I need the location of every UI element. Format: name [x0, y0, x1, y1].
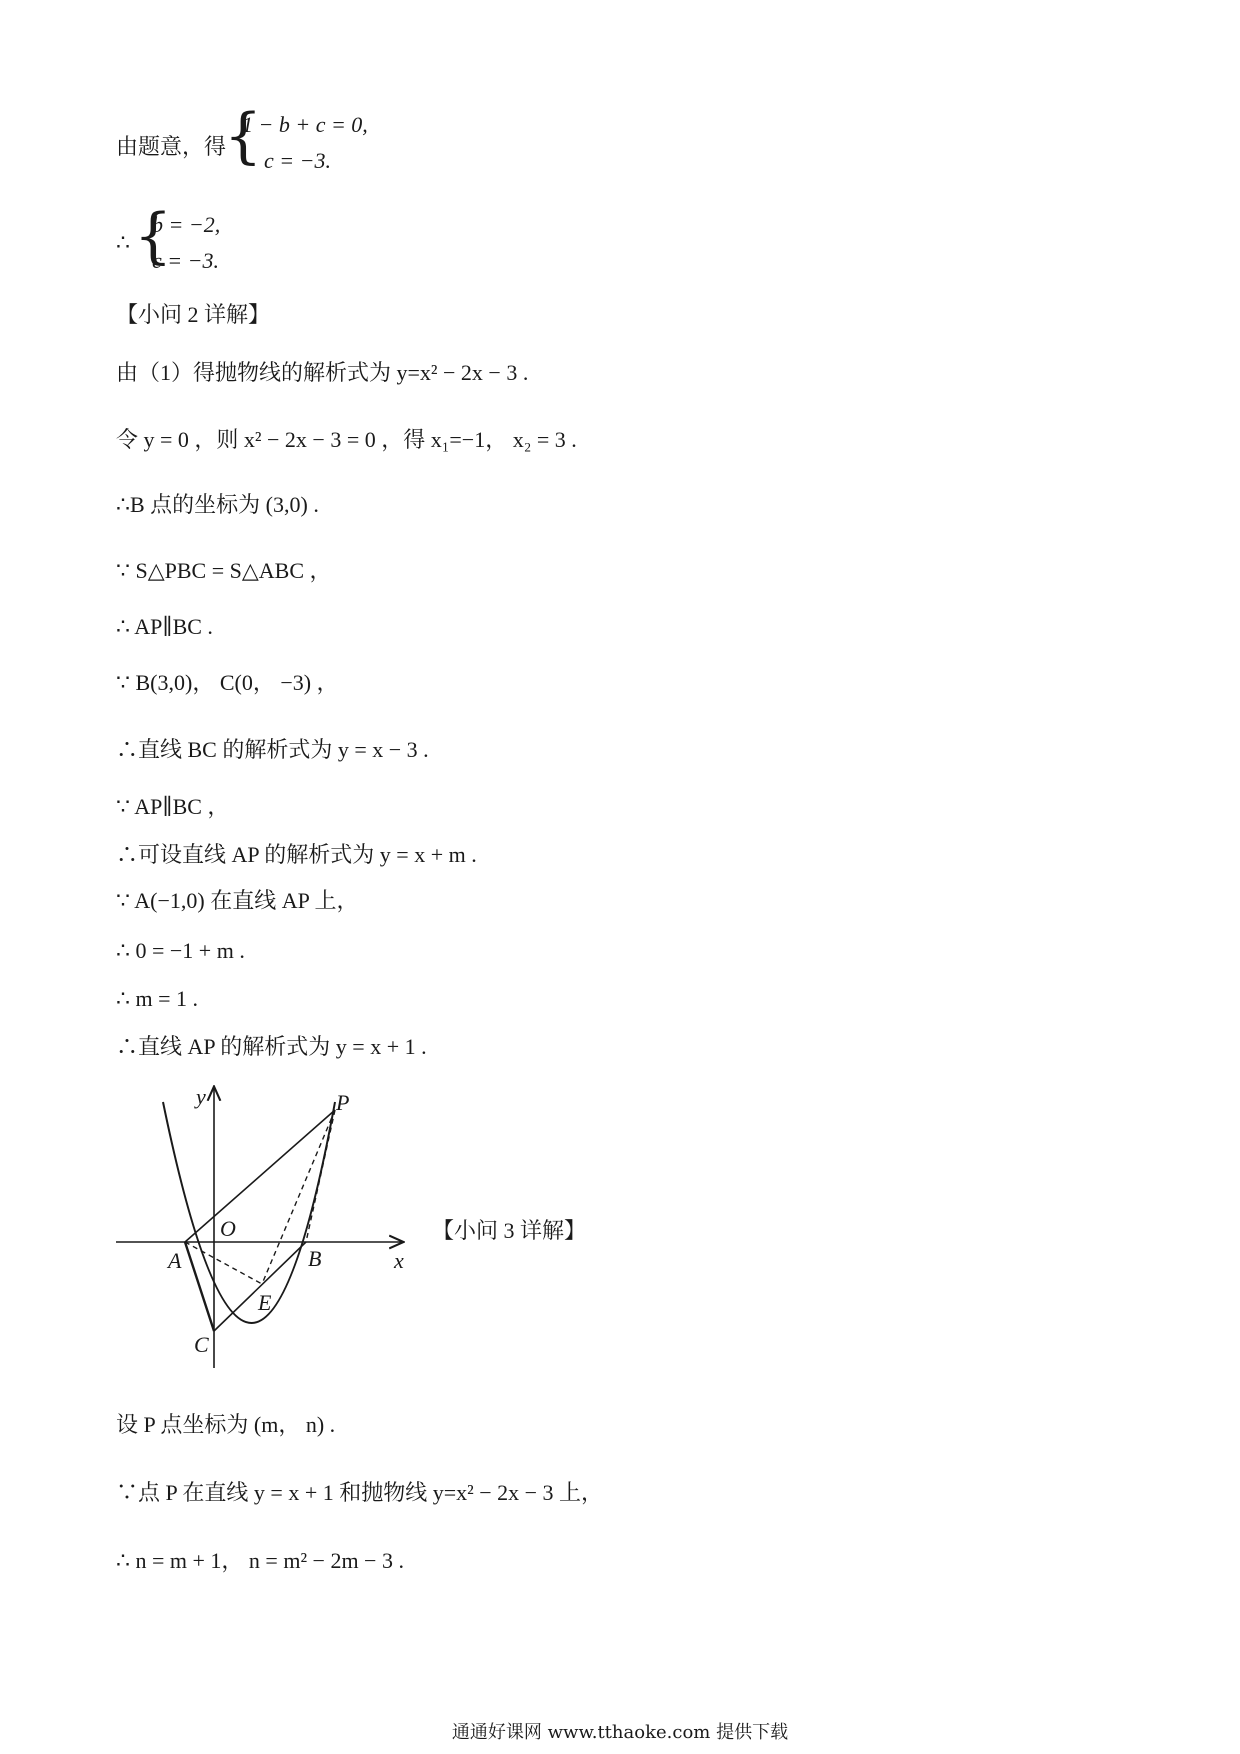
brace-symbol: { — [134, 201, 173, 271]
solution-line-9: ∴可设直线 AP 的解析式为 y = x + m . — [116, 842, 477, 867]
solution-line-5: ∴ AP∥BC . — [116, 614, 213, 639]
solution-line-4: ∵ S△PBC = S△ABC ， — [116, 558, 332, 583]
system-2-lead: ∴ — [116, 230, 130, 255]
dashed-pe — [262, 1110, 335, 1284]
solution-line-2: 令 y = 0 ，则 x² − 2x − 3 = 0 ，得 x₁=−1， x₂ = 3 . — [116, 427, 577, 452]
label-x: x — [394, 1248, 404, 1273]
label-y: y — [196, 1084, 206, 1109]
parabola-figure — [110, 1080, 420, 1380]
page-footer: 通通好课网 www.tthaoke.com 提供下载 — [451, 1722, 789, 1743]
brace-symbol: { — [224, 101, 263, 171]
solution-line-15: ∵点 P 在直线 y = x + 1 和抛物线 y=x² − 2x − 3 上， — [116, 1480, 604, 1505]
label-e: E — [258, 1290, 272, 1315]
solution-line-16: ∴ n = m + 1， n = m² − 2m − 3 . — [116, 1548, 404, 1573]
solution-line-7: ∴直线 BC 的解析式为 y = x − 3 . — [116, 737, 429, 762]
heading-question-2: 【小问 2 详解】 — [116, 302, 271, 327]
dashed-pb — [306, 1110, 335, 1242]
system-1-row-2: c = −3. — [264, 148, 331, 173]
heading-question-3: 【小问 3 详解】 — [432, 1218, 587, 1243]
label-o: O — [220, 1216, 236, 1241]
label-c: C — [194, 1332, 209, 1357]
solution-line-13: ∴直线 AP 的解析式为 y = x + 1 . — [116, 1034, 427, 1059]
line-bc — [214, 1242, 306, 1331]
solution-line-3: ∴B 点的坐标为 (3,0) . — [116, 492, 319, 517]
solution-line-8: ∵ AP∥BC ， — [116, 794, 230, 819]
solution-line-14: 设 P 点坐标为 (m， n) . — [116, 1412, 336, 1437]
label-b: B — [308, 1246, 322, 1271]
system-2-row-1: b = −2, — [152, 212, 221, 237]
label-p: P — [336, 1090, 350, 1115]
solution-line-12: ∴ m = 1 . — [116, 986, 199, 1011]
system-1-row-1: 1 − b + c = 0, — [242, 112, 368, 137]
solution-line-11: ∴ 0 = −1 + m . — [116, 938, 245, 963]
parabola-curve — [163, 1102, 335, 1323]
line-ap — [185, 1110, 335, 1242]
label-a: A — [168, 1248, 182, 1273]
solution-line-6: ∵ B(3,0)， C(0， −3) ， — [116, 670, 339, 695]
system-1-lead: 由题意，得 — [116, 134, 227, 159]
solution-line-1: 由（1）得抛物线的解析式为 y=x² − 2x − 3 . — [116, 360, 529, 385]
solution-line-10: ∵ A(−1,0) 在直线 AP 上， — [116, 888, 359, 913]
system-2-row-2: c = −3. — [152, 248, 219, 273]
